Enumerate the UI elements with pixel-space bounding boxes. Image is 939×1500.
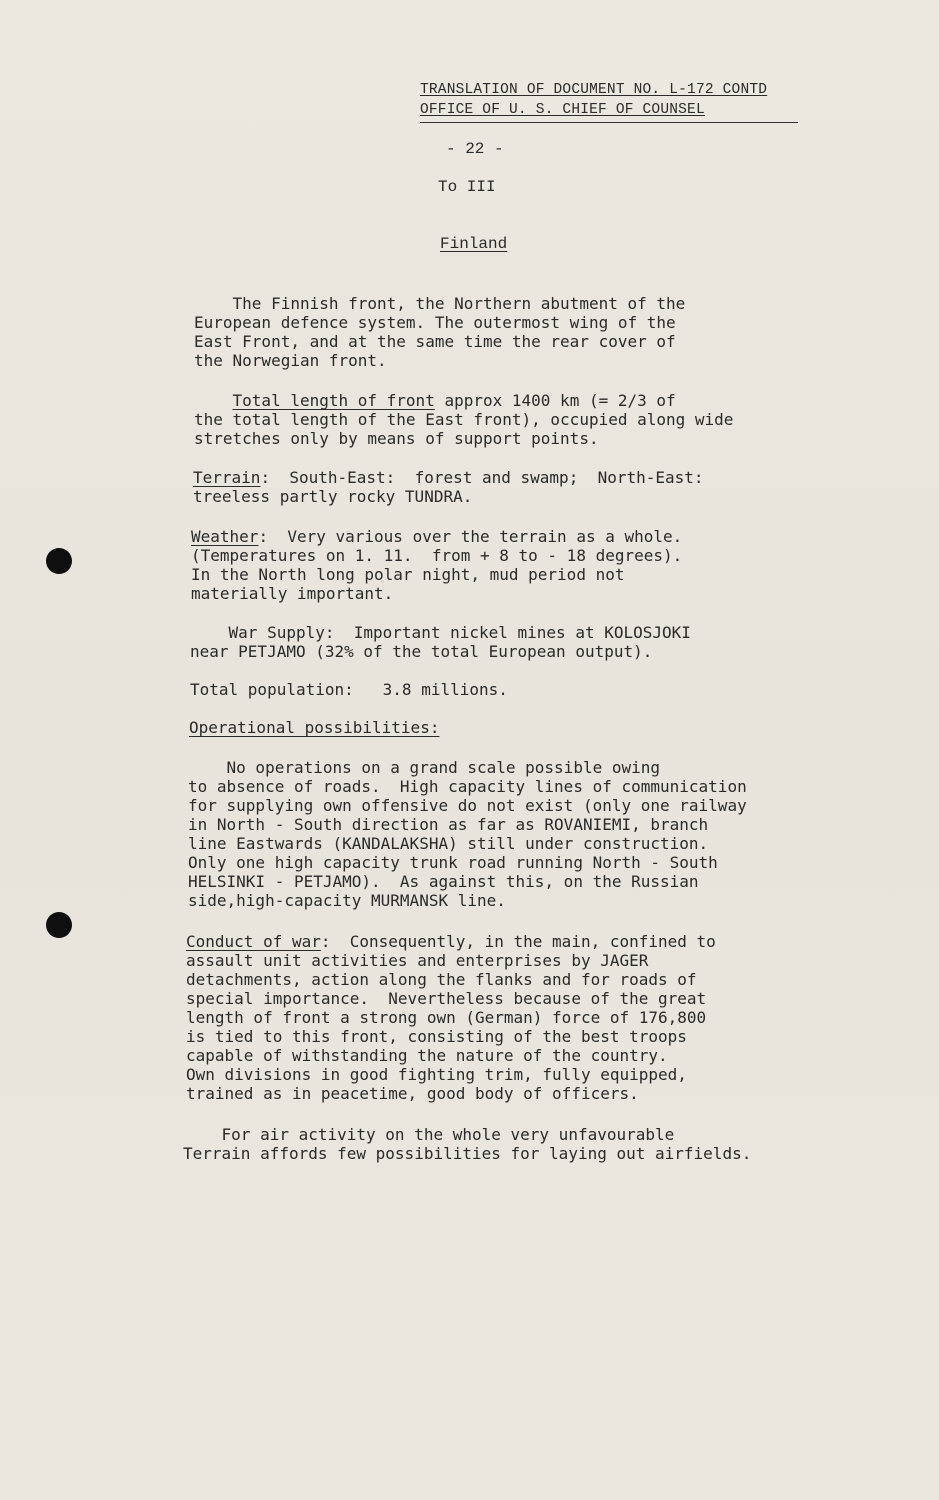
conduct-line: trained as in peacetime, good body of officers. bbox=[186, 1084, 639, 1103]
terrain-line: treeless partly rocky TUNDRA. bbox=[193, 487, 473, 506]
operational-heading: Operational possibilities: bbox=[189, 718, 440, 737]
operational-line: to absence of roads. High capacity lines of communication bbox=[188, 777, 747, 796]
war-supply-line: War Supply: Important nickel mines at KOLOSJOKI bbox=[190, 623, 691, 642]
terrain-label: Terrain bbox=[193, 468, 261, 487]
length-label: Total length of front bbox=[232, 391, 435, 410]
air-line: For air activity on the whole very unfavourable bbox=[183, 1125, 675, 1144]
terrain-first-line-rest: : South-East: forest and swamp; North-East: bbox=[260, 468, 704, 487]
operational-line: in North - South direction as far as ROVANIEMI, branch bbox=[188, 815, 709, 834]
operational-line: line Eastwards (KANDALAKSHA) still under construction. bbox=[188, 834, 709, 853]
intro-line: the Norwegian front. bbox=[194, 351, 387, 370]
length-first-line bbox=[194, 391, 676, 410]
terrain-first-line bbox=[193, 468, 704, 487]
conduct-line: assault unit activities and enterprises by JAGER bbox=[186, 951, 649, 970]
header-translation-line: TRANSLATION OF DOCUMENT NO. L-172 CONTD bbox=[420, 82, 768, 98]
operational-line: Only one high capacity trunk road running North - South bbox=[188, 853, 718, 872]
conduct-label: Conduct of war bbox=[186, 932, 321, 951]
conduct-line: length of front a strong own (German) force of 176,800 bbox=[186, 1008, 707, 1027]
war-supply-line: near PETJAMO (32% of the total European output). bbox=[190, 642, 653, 661]
document-header bbox=[420, 80, 800, 123]
conduct-first-line-rest: : Consequently, in the main, confined to bbox=[320, 932, 716, 951]
conduct-line: Own divisions in good fighting trim, fully equipped, bbox=[186, 1065, 687, 1084]
intro-line: East Front, and at the same time the rear cover of bbox=[194, 332, 676, 351]
conduct-line: is tied to this front, consisting of the best troops bbox=[186, 1027, 687, 1046]
header-office-line: OFFICE OF U. S. CHIEF OF COUNSEL bbox=[420, 102, 705, 118]
conduct-first-line bbox=[186, 932, 716, 951]
conduct-line: special importance. Nevertheless because of the great bbox=[186, 989, 707, 1008]
weather-first-line-rest: : Very various over the terrain as a whole. bbox=[258, 527, 683, 546]
punch-hole-bottom bbox=[46, 912, 72, 938]
operational-line: for supplying own offensive do not exist (only one railway bbox=[188, 796, 747, 815]
operational-line: No operations on a grand scale possible owing bbox=[188, 758, 661, 777]
intro-line: European defence system. The outermost wing of the bbox=[194, 313, 676, 332]
conduct-line: detachments, action along the flanks and for roads of bbox=[186, 970, 697, 989]
operational-line: side,high-capacity MURMANSK line. bbox=[188, 891, 506, 910]
intro-line: The Finnish front, the Northern abutment of the bbox=[194, 294, 686, 313]
to-line: To III bbox=[438, 178, 496, 196]
section-heading: Finland bbox=[440, 235, 508, 253]
weather-first-line bbox=[191, 527, 682, 546]
length-line: stretches only by means of support points. bbox=[194, 429, 599, 448]
weather-label: Weather bbox=[191, 527, 259, 546]
conduct-line: capable of withstanding the nature of the country. bbox=[186, 1046, 668, 1065]
punch-hole-top bbox=[46, 548, 72, 574]
header-rule bbox=[420, 122, 798, 123]
operational-line: HELSINKI - PETJAMO). As against this, on the Russian bbox=[188, 872, 699, 891]
weather-line: In the North long polar night, mud period not bbox=[191, 565, 625, 584]
air-line: Terrain affords few possibilities for laying out airfields. bbox=[183, 1144, 752, 1163]
length-line: the total length of the East front), occupied along wide bbox=[194, 410, 734, 429]
weather-line: (Temperatures on 1. 11. from + 8 to - 18 degrees). bbox=[191, 546, 683, 565]
length-first-line-rest: approx 1400 km (= 2/3 of bbox=[434, 391, 676, 410]
population-line: Total population: 3.8 millions. bbox=[190, 680, 508, 699]
page-number: - 22 - bbox=[446, 140, 504, 158]
weather-line: materially important. bbox=[191, 584, 394, 603]
